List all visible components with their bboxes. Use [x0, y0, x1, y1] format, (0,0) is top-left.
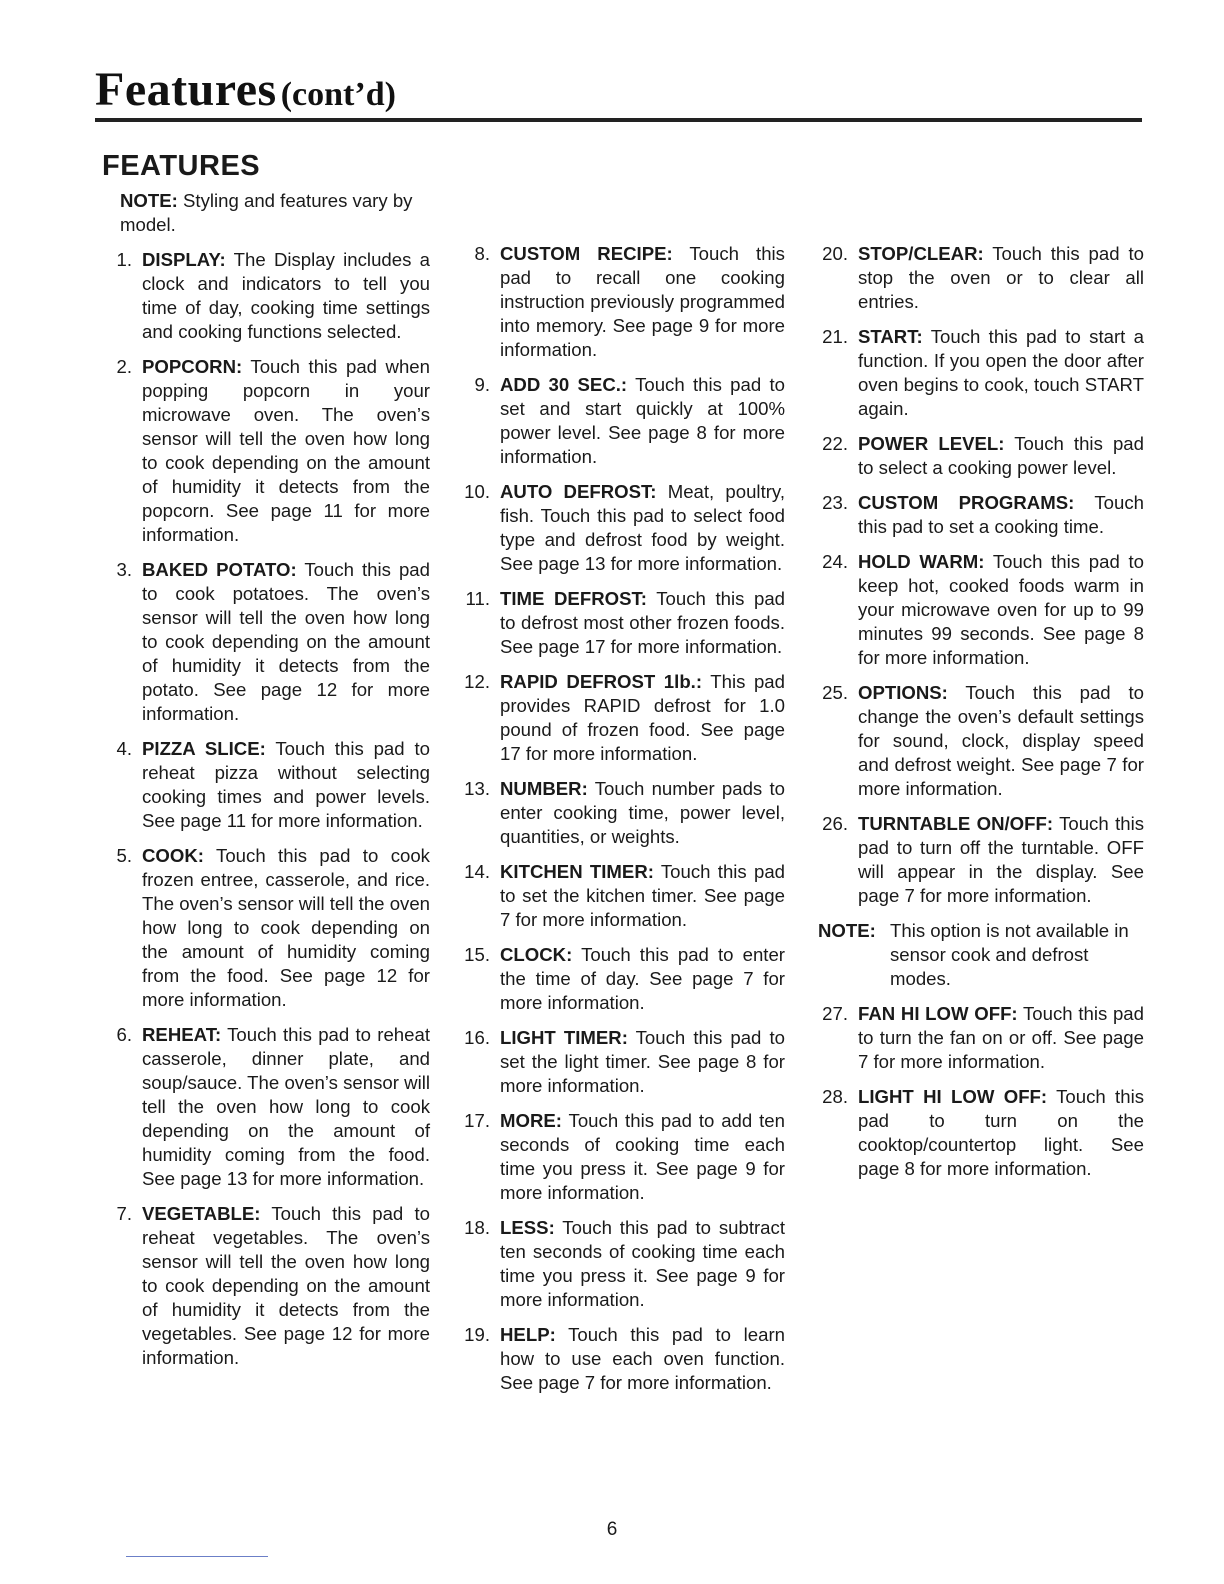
feature-item: [818, 812, 1144, 908]
feature-item: [460, 373, 785, 469]
feature-description: Touch this pad to set the kitchen timer. See page 7 for more information.: [500, 861, 785, 930]
feature-item: [818, 550, 1144, 670]
feature-number: 25.: [822, 682, 848, 703]
feature-description: Touch this pad to set a cooking time.: [858, 492, 1144, 537]
feature-label: TURNTABLE ON/OFF:: [858, 813, 1054, 834]
note-text: This option is not available in sensor cook and defrost modes.: [890, 920, 1129, 989]
feature-label: BAKED POTATO:: [142, 559, 297, 580]
feature-description: The Display includes a clock and indicators to tell you time of day, cooking time settings and cooking functions selected.: [142, 249, 430, 342]
styling-note: [102, 189, 430, 237]
page-title-sub: (cont’d): [280, 76, 396, 113]
note-label: NOTE:: [818, 920, 876, 941]
feature-item: [460, 1216, 785, 1312]
feature-item: [460, 587, 785, 659]
feature-description: Touch this pad to reheat pizza without selecting cooking times and power levels. See page 11 for more information.: [142, 738, 430, 831]
feature-item: [102, 558, 430, 726]
feature-number: 22.: [822, 433, 848, 454]
feature-description: Meat, poultry, fish. Touch this pad to select food type and defrost food by weight. See page 13 for more information.: [500, 481, 786, 574]
feature-item: [818, 1002, 1144, 1074]
feature-number: 5.: [116, 845, 132, 866]
feature-label: MORE:: [500, 1110, 562, 1131]
feature-description: Touch this pad to turn on the cooktop/countertop light. See page 8 for more information.: [858, 1086, 1144, 1179]
feature-description: Touch number pads to enter cooking time, power level, quantities, or weights.: [500, 778, 785, 847]
feature-item: [102, 737, 430, 833]
feature-number: 11.: [465, 588, 490, 609]
page-title: [95, 62, 396, 117]
feature-description: Touch this pad to learn how to use each oven function. See page 7 for more information.: [500, 1324, 785, 1393]
feature-item: [460, 670, 785, 766]
feature-item: [818, 1085, 1144, 1181]
feature-item: [460, 1026, 785, 1098]
feature-number: 26.: [822, 813, 848, 834]
feature-description: Touch this pad when popping popcorn in your microwave oven. The oven’s sensor will tell the oven how long to cook depending on the amount of humidity it detects from the popcorn. See page 11 for more information.: [142, 356, 430, 545]
feature-number: 19.: [464, 1324, 490, 1345]
feature-number: 1.: [116, 249, 132, 270]
feature-label: KITCHEN TIMER:: [500, 861, 654, 882]
feature-description: Touch this pad to turn the fan on or off. See page 7 for more information.: [858, 1003, 1144, 1072]
feature-description: Touch this pad to change the oven’s default settings for sound, clock, display speed and defrost weight. See page 7 for more information.: [858, 682, 1144, 799]
feature-description: Touch this pad to defrost most other frozen foods. See page 17 for more information.: [500, 588, 785, 657]
feature-item: [102, 355, 430, 547]
feature-number: 18.: [464, 1217, 490, 1238]
feature-label: TIME DEFROST:: [500, 588, 647, 609]
feature-number: 6.: [116, 1024, 132, 1045]
page-number: 6: [606, 1519, 618, 1540]
feature-item: [818, 491, 1144, 539]
feature-label: CUSTOM RECIPE:: [500, 243, 673, 264]
feature-item: [460, 860, 785, 932]
feature-description: Touch this pad to select a cooking power level.: [858, 433, 1144, 478]
feature-description: Touch this pad to cook potatoes. The oven’s sensor will tell the oven how long to cook depending on the amount of humidity it detects from the potato. See page 12 for more information.: [142, 559, 430, 724]
feature-label: NUMBER:: [500, 778, 588, 799]
feature-label: LIGHT HI LOW OFF:: [858, 1086, 1048, 1107]
feature-description: Touch this pad to set and start quickly at 100% power level. See page 8 for more information.: [500, 374, 785, 467]
feature-description: Touch this pad to subtract ten seconds of cooking time each time you press it. See page 9 for more information.: [500, 1217, 785, 1310]
feature-number: 9.: [474, 374, 490, 395]
feature-number: 23.: [822, 492, 848, 513]
feature-description: Touch this pad to stop the oven or to clear all entries.: [858, 243, 1144, 312]
feature-number: 8.: [474, 243, 490, 264]
feature-number: 3.: [116, 559, 132, 580]
feature-label: RAPID DEFROST 1lb.:: [500, 671, 703, 692]
feature-item: [460, 242, 785, 362]
feature-number: 17.: [464, 1110, 490, 1131]
feature-number: 13.: [464, 778, 490, 799]
feature-item: [460, 777, 785, 849]
feature-number: 10.: [464, 481, 490, 502]
sensor-note: [818, 919, 1144, 991]
feature-description: This pad provides RAPID defrost for 1.0 pound of frozen food. See page 17 for more information.: [500, 671, 785, 764]
feature-number: 21.: [822, 326, 848, 347]
column-2: [460, 242, 785, 1406]
column-1: [102, 189, 430, 1381]
feature-label: LESS:: [500, 1217, 555, 1238]
feature-description: Touch this pad to enter the time of day. See page 7 for more information.: [500, 944, 785, 1013]
feature-number: 27.: [822, 1003, 848, 1024]
feature-item: [460, 1109, 785, 1205]
feature-number: 14.: [464, 861, 490, 882]
header-divider: [95, 118, 1142, 122]
feature-label: POPCORN:: [142, 356, 243, 377]
feature-item: [460, 943, 785, 1015]
feature-number: 15.: [464, 944, 490, 965]
note-text: Styling and features vary by model.: [120, 190, 413, 235]
feature-description: Touch this pad to set the light timer. See page 8 for more information.: [500, 1027, 785, 1096]
feature-description: Touch this pad to start a function. If you open the door after oven begins to cook, touch START again.: [858, 326, 1144, 419]
feature-number: 2.: [116, 356, 132, 377]
feature-label: REHEAT:: [142, 1024, 222, 1045]
feature-label: CUSTOM PROGRAMS:: [858, 492, 1075, 513]
feature-item: [818, 242, 1144, 314]
feature-label: POWER LEVEL:: [858, 433, 1005, 454]
feature-number: 7.: [116, 1203, 132, 1224]
feature-number: 12.: [464, 671, 490, 692]
feature-description: Touch this pad to reheat casserole, dinner plate, and soup/sauce. The oven’s sensor will tell the oven how long to cook depending on the amount of humidity coming from the food. See page 13 for more information.: [142, 1024, 430, 1189]
feature-label: FAN HI LOW OFF:: [858, 1003, 1018, 1024]
feature-number: 16.: [464, 1027, 490, 1048]
feature-label: OPTIONS:: [858, 682, 948, 703]
feature-item: [102, 844, 430, 1012]
feature-item: [818, 432, 1144, 480]
column-3: [818, 242, 1144, 1192]
feature-label: HELP:: [500, 1324, 556, 1345]
section-heading: FEATURES: [102, 150, 261, 182]
feature-description: Touch this pad to keep hot, cooked foods warm in your microwave oven for up to 99 minutes 99 seconds. See page 8 for more information.: [858, 551, 1144, 668]
feature-label: DISPLAY:: [142, 249, 226, 270]
feature-number: 28.: [822, 1086, 848, 1107]
feature-label: CLOCK:: [500, 944, 573, 965]
feature-description: Touch this pad to add ten seconds of cooking time each time you press it. See page 9 for more information.: [500, 1110, 785, 1203]
feature-item: [818, 681, 1144, 801]
feature-label: START:: [858, 326, 923, 347]
feature-label: VEGETABLE:: [142, 1203, 261, 1224]
feature-item: [102, 248, 430, 344]
note-label: NOTE:: [120, 190, 178, 211]
feature-description: Touch this pad to recall one cooking instruction previously programmed into memory. See page 9 for more information.: [500, 243, 785, 360]
feature-description: Touch this pad to turn off the turntable. OFF will appear in the display. See page 7 for more information.: [858, 813, 1144, 906]
feature-item: [460, 1323, 785, 1395]
feature-description: Touch this pad to cook frozen entree, casserole, and rice. The oven’s sensor will tell the oven how long to cook depending on the amount of humidity coming from the food. See page 12 for more information.: [142, 845, 431, 1010]
feature-label: STOP/CLEAR:: [858, 243, 984, 264]
feature-item: [818, 325, 1144, 421]
feature-number: 24.: [822, 551, 848, 572]
feature-number: 4.: [116, 738, 132, 759]
feature-label: PIZZA SLICE:: [142, 738, 266, 759]
feature-description: Touch this pad to reheat vegetables. The oven’s sensor will tell the oven how long to cook depending on the amount of humidity it detects from the vegetables. See page 12 for more information.: [142, 1203, 430, 1368]
page-title-main: Features: [95, 63, 277, 116]
feature-label: LIGHT TIMER:: [500, 1027, 628, 1048]
feature-item: [102, 1202, 430, 1370]
feature-item: [460, 480, 785, 576]
footer-line: [126, 1556, 268, 1557]
feature-label: COOK:: [142, 845, 204, 866]
feature-label: ADD 30 SEC.:: [500, 374, 628, 395]
feature-item: [102, 1023, 430, 1191]
feature-number: 20.: [822, 243, 848, 264]
feature-label: AUTO DEFROST:: [500, 481, 657, 502]
feature-label: HOLD WARM:: [858, 551, 985, 572]
